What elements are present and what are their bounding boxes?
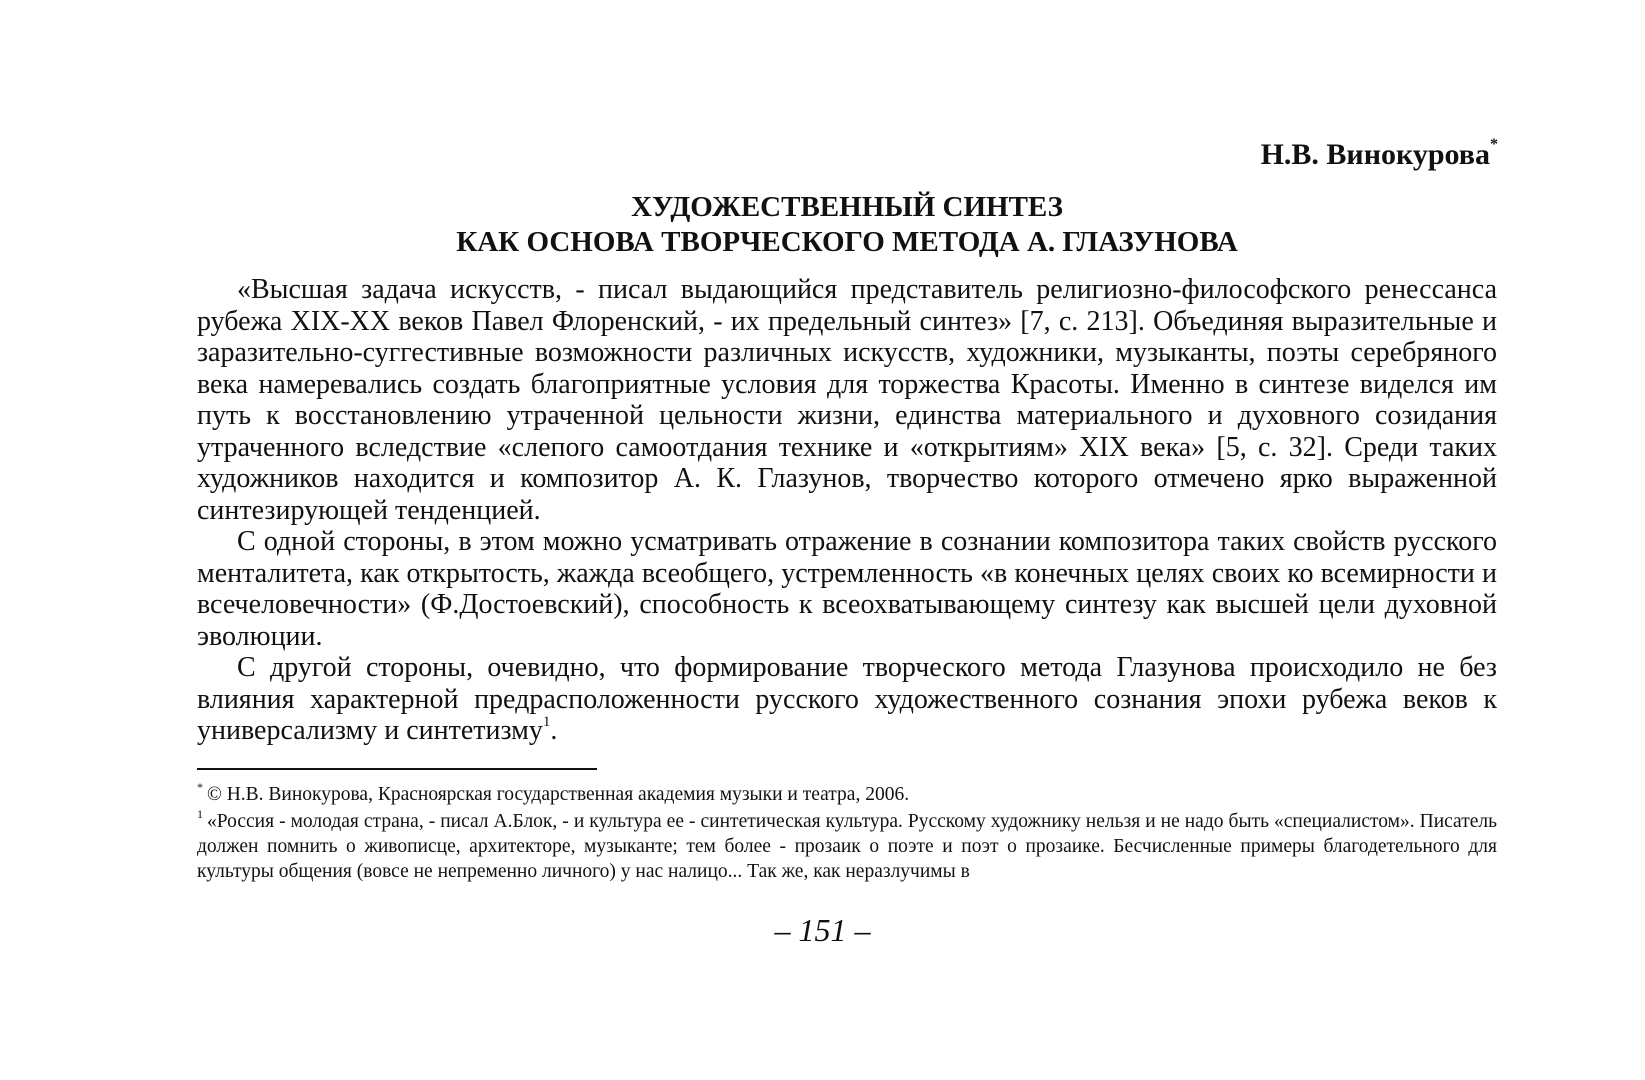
footnote-separator [197,768,597,770]
body-paragraph-3-text: С другой стороны, очевидно, что формирование творческого метода Глазунова происходило не без влияния характерной предрасположенности русского художественного сознания эпохи рубежа веков к универсализму и синтетизму [197,652,1497,746]
body-paragraph-3-end: . [550,715,558,746]
body-paragraph-3 [197,652,1497,747]
article-title-line-2: КАК ОСНОВА ТВОРЧЕСКОГО МЕТОДА А. ГЛАЗУНОВА [456,226,1238,258]
footnote-author-text: © Н.В. Винокурова, Красноярская государственная академия музыки и театра, 2006. [207,784,910,805]
footnotes [197,779,1497,886]
footnote-author-mark: * [197,779,203,794]
article-title-line-1: ХУДОЖЕСТВЕННЫЙ СИНТЕЗ [631,191,1063,223]
footnote-reference-1: 1 [542,713,551,730]
body-paragraph-2: С одной стороны, в этом можно усматривать отражение в сознании композитора таких свойств русского менталитета, как открытость, жажда всеобщего, устремленность «в конечных целях своих ко всемирности и всечеловечности» (Ф.Достоевский), способность к всеохватывающему синтезу как высшей цели духовной эволюции. [197,526,1497,652]
author-name-text: Н.В. Винокурова [1260,138,1490,171]
body-paragraph-1: «Высшая задача искусств, - писал выдающийся представитель религиозно-философского ренессанса рубежа XIX-XX веков Павел Флоренский, - их предельный синтез» [7, с. 213]. Объединяя выразительные и заразительно-суггестивные возможности различных искусств, художники, музыканты, поэты серебряного века намеревались создать благоприятные условия для торжества Красоты. Именно в синтезе виделся им путь к восстановлению утраченной цельности жизни, единства материального и духовного созидания утраченного вследствие «слепого самоотдания технике и «открытиям» XIX века» [5, с. 32]. Среди таких художников находится и композитор А. К. Глазунов, творчество которого отмечено ярко выраженной синтезирующей тенденцией. [197,274,1497,526]
footnote-1 [197,806,1497,884]
author-footnote-mark: * [1490,136,1498,153]
author-name [1261,138,1498,172]
footnote-author [197,779,1497,807]
article-body [197,274,1497,747]
footnote-1-mark: 1 [197,806,203,821]
article-title [197,190,1497,260]
page-number: – 151 – [774,912,871,948]
footnote-1-text: «Россия - молодая страна, - писал А.Блок, - и культура ее - синтетическая культура. Русскому художнику нельзя и не надо быть «специалистом». Писатель должен помнить о живописце, архитекторе, музыканте; тем более - прозаик о поэте и поэт о прозаике. Бесчисленные примеры благодетельного для культуры общения (вовсе не непременно личного) у нас налицо... Так же, как неразлучимы в [197,811,1497,882]
